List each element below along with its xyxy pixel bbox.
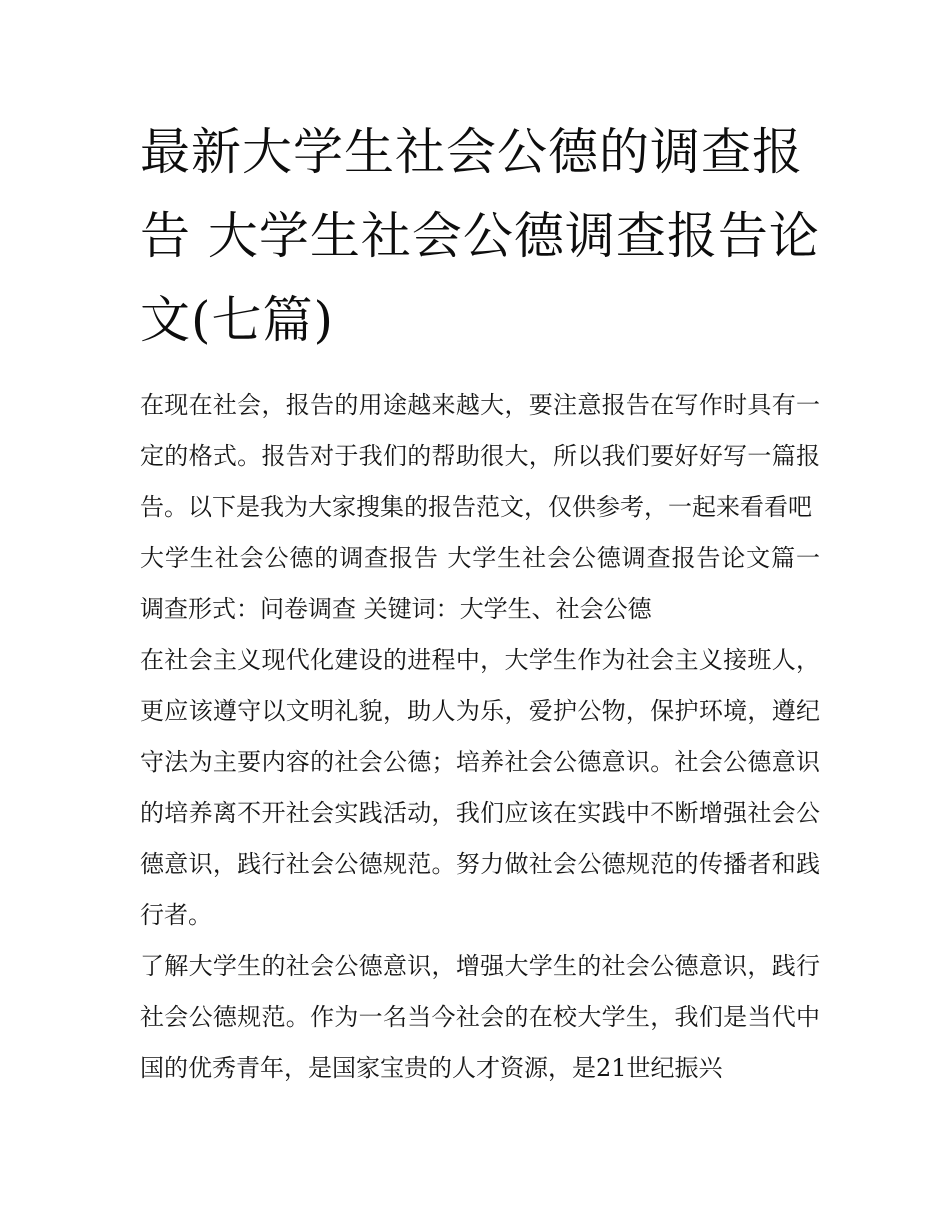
intro-paragraph: 在现在社会，报告的用途越来越大，要注意报告在写作时具有一定的格式。报告对于我们的帮助很大，所以我们要好好写一篇报告。以下是我为大家搜集的报告范文，仅供参考，一起来看看吧 — [140, 391, 820, 521]
section-heading-paragraph: 大学生社会公德的调查报告 大学生社会公德调查报告论文篇一 调查形式：问卷调查 关键词：大学生、社会公德 — [140, 544, 820, 623]
document-title: 最新大学生社会公德的调查报告 大学生社会公德调查报告论文(七篇) — [140, 123, 820, 349]
document-body — [140, 110, 820, 1094]
body-paragraph: 在社会主义现代化建设的进程中，大学生作为社会主义接班人，更应该遵守以文明礼貌，助人为乐，爱护公物，保护环境，遵纪守法为主要内容的社会公德；培养社会公德意识。社会公德意识的培养离不开社会实践活动，我们应该在实践中不断增强社会公德意识，践行社会公德规范。努力做社会公德规范的传播者和践行者。 — [140, 646, 820, 929]
body-paragraph: 了解大学生的社会公德意识，增强大学生的社会公德意识，践行社会公德规范。作为一名当今社会的在校大学生，我们是当代中国的优秀青年，是国家宝贵的人才资源，是21世纪振兴 — [140, 952, 820, 1082]
